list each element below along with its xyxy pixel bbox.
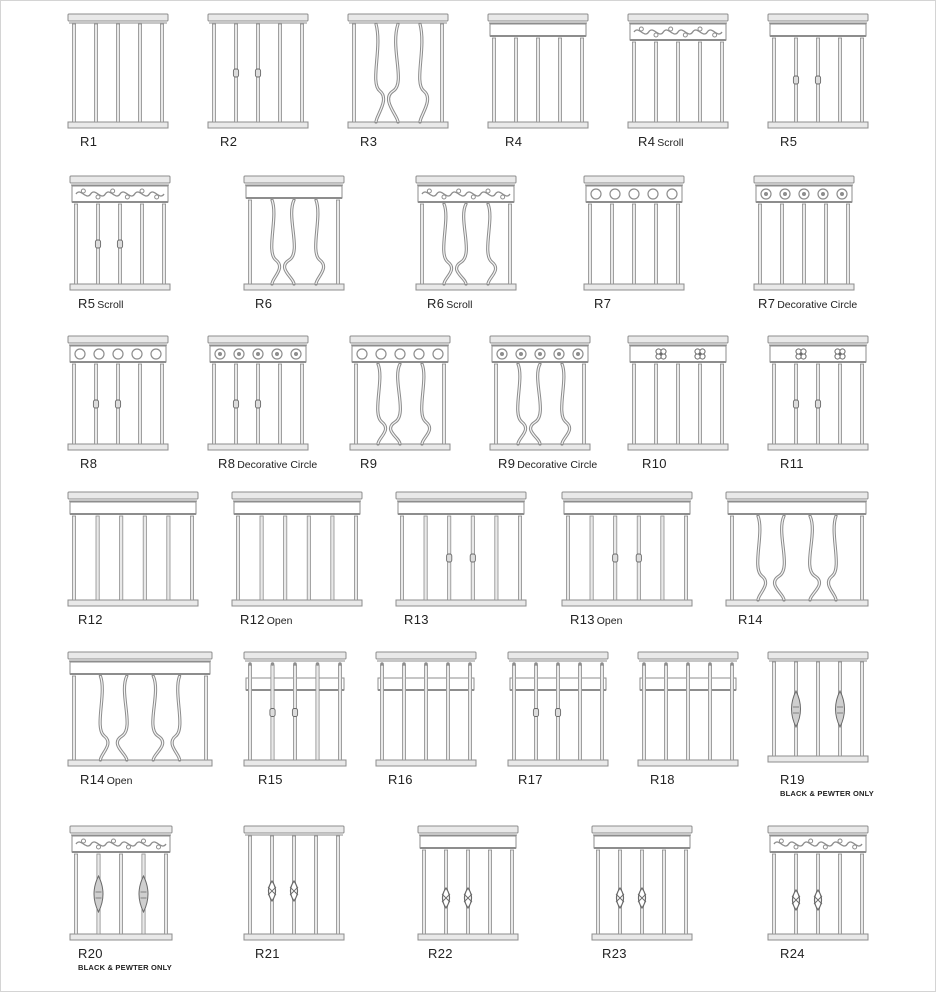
railing-item	[726, 492, 868, 608]
railing-item	[488, 14, 588, 130]
railing-illustration	[490, 336, 590, 452]
railing-item	[70, 826, 172, 942]
railing-label	[570, 612, 622, 628]
railing-code: R9	[360, 456, 378, 471]
railing-label	[80, 772, 132, 788]
railing-code: R9	[498, 456, 516, 471]
railing-illustration	[70, 826, 172, 942]
railing-illustration	[562, 492, 692, 608]
railing-code: R12	[78, 612, 103, 627]
railing-label	[80, 456, 97, 472]
railing-illustration	[628, 14, 728, 130]
railing-code: R19	[780, 772, 805, 787]
railing-item	[68, 336, 168, 452]
railing-item	[68, 652, 212, 768]
railing-item	[768, 652, 868, 764]
railing-code: R12	[240, 612, 265, 627]
railing-code: R20	[78, 946, 103, 961]
railing-item	[628, 336, 728, 452]
railing-item	[768, 336, 868, 452]
railing-variant: Open	[106, 775, 133, 787]
railing-illustration	[768, 826, 868, 942]
railing-code: R2	[220, 134, 238, 149]
railing-label	[258, 772, 283, 788]
railing-illustration	[396, 492, 526, 608]
railing-code: R6	[427, 296, 445, 311]
railing-item	[244, 826, 344, 942]
availability-note: BLACK & PEWTER ONLY	[780, 789, 874, 798]
railing-label	[78, 946, 103, 962]
railing-item	[244, 652, 346, 768]
railing-code: R13	[570, 612, 595, 627]
railing-label	[220, 134, 237, 150]
railing-code: R7	[758, 296, 776, 311]
railing-label	[255, 946, 280, 962]
railing-code: R14	[738, 612, 763, 627]
railing-label	[360, 456, 377, 472]
railing-variant: Scroll	[446, 299, 473, 311]
railing-label	[80, 134, 97, 150]
railing-illustration	[768, 14, 868, 130]
railing-item	[396, 492, 526, 608]
railing-item	[232, 492, 362, 608]
railing-item	[508, 652, 608, 768]
railing-code: R11	[780, 456, 804, 471]
railing-item	[754, 176, 854, 292]
railing-label	[240, 612, 292, 628]
railing-illustration	[638, 652, 738, 768]
railing-item	[70, 176, 170, 292]
railing-code: R10	[642, 456, 667, 471]
railing-code: R14	[80, 772, 105, 787]
railing-code: R22	[428, 946, 453, 961]
railing-item	[244, 176, 344, 292]
railing-illustration	[244, 652, 346, 768]
railing-item	[68, 492, 198, 608]
railing-item	[562, 492, 692, 608]
railing-code: R5	[780, 134, 798, 149]
railing-illustration	[232, 492, 362, 608]
railing-label	[780, 134, 797, 150]
railing-label	[404, 612, 429, 628]
railing-illustration	[244, 176, 344, 292]
railing-code: R13	[404, 612, 429, 627]
railing-illustration	[416, 176, 516, 292]
railing-label	[505, 134, 522, 150]
railing-code: R15	[258, 772, 283, 787]
railing-code: R3	[360, 134, 378, 149]
railing-illustration	[68, 14, 168, 130]
railing-illustration	[488, 14, 588, 130]
railing-variant: Decorative Circle	[517, 459, 598, 471]
railing-code: R17	[518, 772, 543, 787]
railing-variant: Open	[266, 615, 293, 627]
railing-illustration	[508, 652, 608, 768]
railing-item	[768, 826, 868, 942]
railing-item	[490, 336, 590, 452]
railing-code: R5	[78, 296, 96, 311]
railing-label	[428, 946, 453, 962]
railing-label	[594, 296, 611, 312]
railing-code: R6	[255, 296, 273, 311]
railing-item	[68, 14, 168, 130]
railing-code: R7	[594, 296, 612, 311]
railing-label	[780, 772, 805, 788]
railing-label	[738, 612, 763, 628]
railing-code: R16	[388, 772, 413, 787]
railing-code: R24	[780, 946, 805, 961]
railing-item	[376, 652, 476, 768]
railing-variant: Decorative Circle	[777, 299, 858, 311]
railing-variant: Scroll	[657, 137, 684, 149]
railing-label	[78, 296, 123, 312]
railing-item	[584, 176, 684, 292]
railing-illustration	[418, 826, 518, 942]
railing-code: R21	[255, 946, 280, 961]
railing-item	[348, 14, 448, 130]
railing-label	[498, 456, 597, 472]
railing-label	[360, 134, 377, 150]
railing-item	[416, 176, 516, 292]
railing-code: R23	[602, 946, 627, 961]
railing-label	[638, 134, 683, 150]
railing-code: R8	[80, 456, 98, 471]
railing-illustration	[628, 336, 728, 452]
railing-illustration	[244, 826, 344, 942]
railing-label	[518, 772, 543, 788]
availability-note: BLACK & PEWTER ONLY	[78, 963, 172, 972]
railing-code: R4	[505, 134, 523, 149]
railing-code: R1	[80, 134, 98, 149]
railing-item	[768, 14, 868, 130]
railing-item	[592, 826, 692, 942]
railing-label	[255, 296, 272, 312]
railing-item	[418, 826, 518, 942]
railing-illustration	[376, 652, 476, 768]
railing-illustration	[68, 336, 168, 452]
railing-illustration	[350, 336, 450, 452]
railing-label	[78, 612, 103, 628]
railing-item	[208, 336, 308, 452]
railing-label	[388, 772, 413, 788]
railing-illustration	[208, 14, 308, 130]
railing-code: R8	[218, 456, 236, 471]
railing-code: R18	[650, 772, 675, 787]
railing-item	[208, 14, 308, 130]
railing-variant: Open	[596, 615, 623, 627]
railing-variant: Decorative Circle	[237, 459, 318, 471]
railing-variant: Scroll	[97, 299, 124, 311]
railing-item	[350, 336, 450, 452]
railing-item	[638, 652, 738, 768]
railing-illustration	[348, 14, 448, 130]
railing-item	[628, 14, 728, 130]
railing-label	[780, 946, 805, 962]
railing-illustration	[726, 492, 868, 608]
railing-illustration	[768, 652, 868, 764]
railing-illustration	[768, 336, 868, 452]
railing-illustration	[70, 176, 170, 292]
railing-illustration	[592, 826, 692, 942]
railing-label	[758, 296, 857, 312]
railing-label	[427, 296, 472, 312]
railing-illustration	[68, 652, 212, 768]
railing-label	[602, 946, 627, 962]
railing-label	[780, 456, 804, 472]
railing-illustration	[754, 176, 854, 292]
railing-label	[642, 456, 667, 472]
railing-label	[218, 456, 317, 472]
railing-illustration	[68, 492, 198, 608]
railing-illustration	[584, 176, 684, 292]
railing-label	[650, 772, 675, 788]
railing-illustration	[208, 336, 308, 452]
railing-code: R4	[638, 134, 656, 149]
